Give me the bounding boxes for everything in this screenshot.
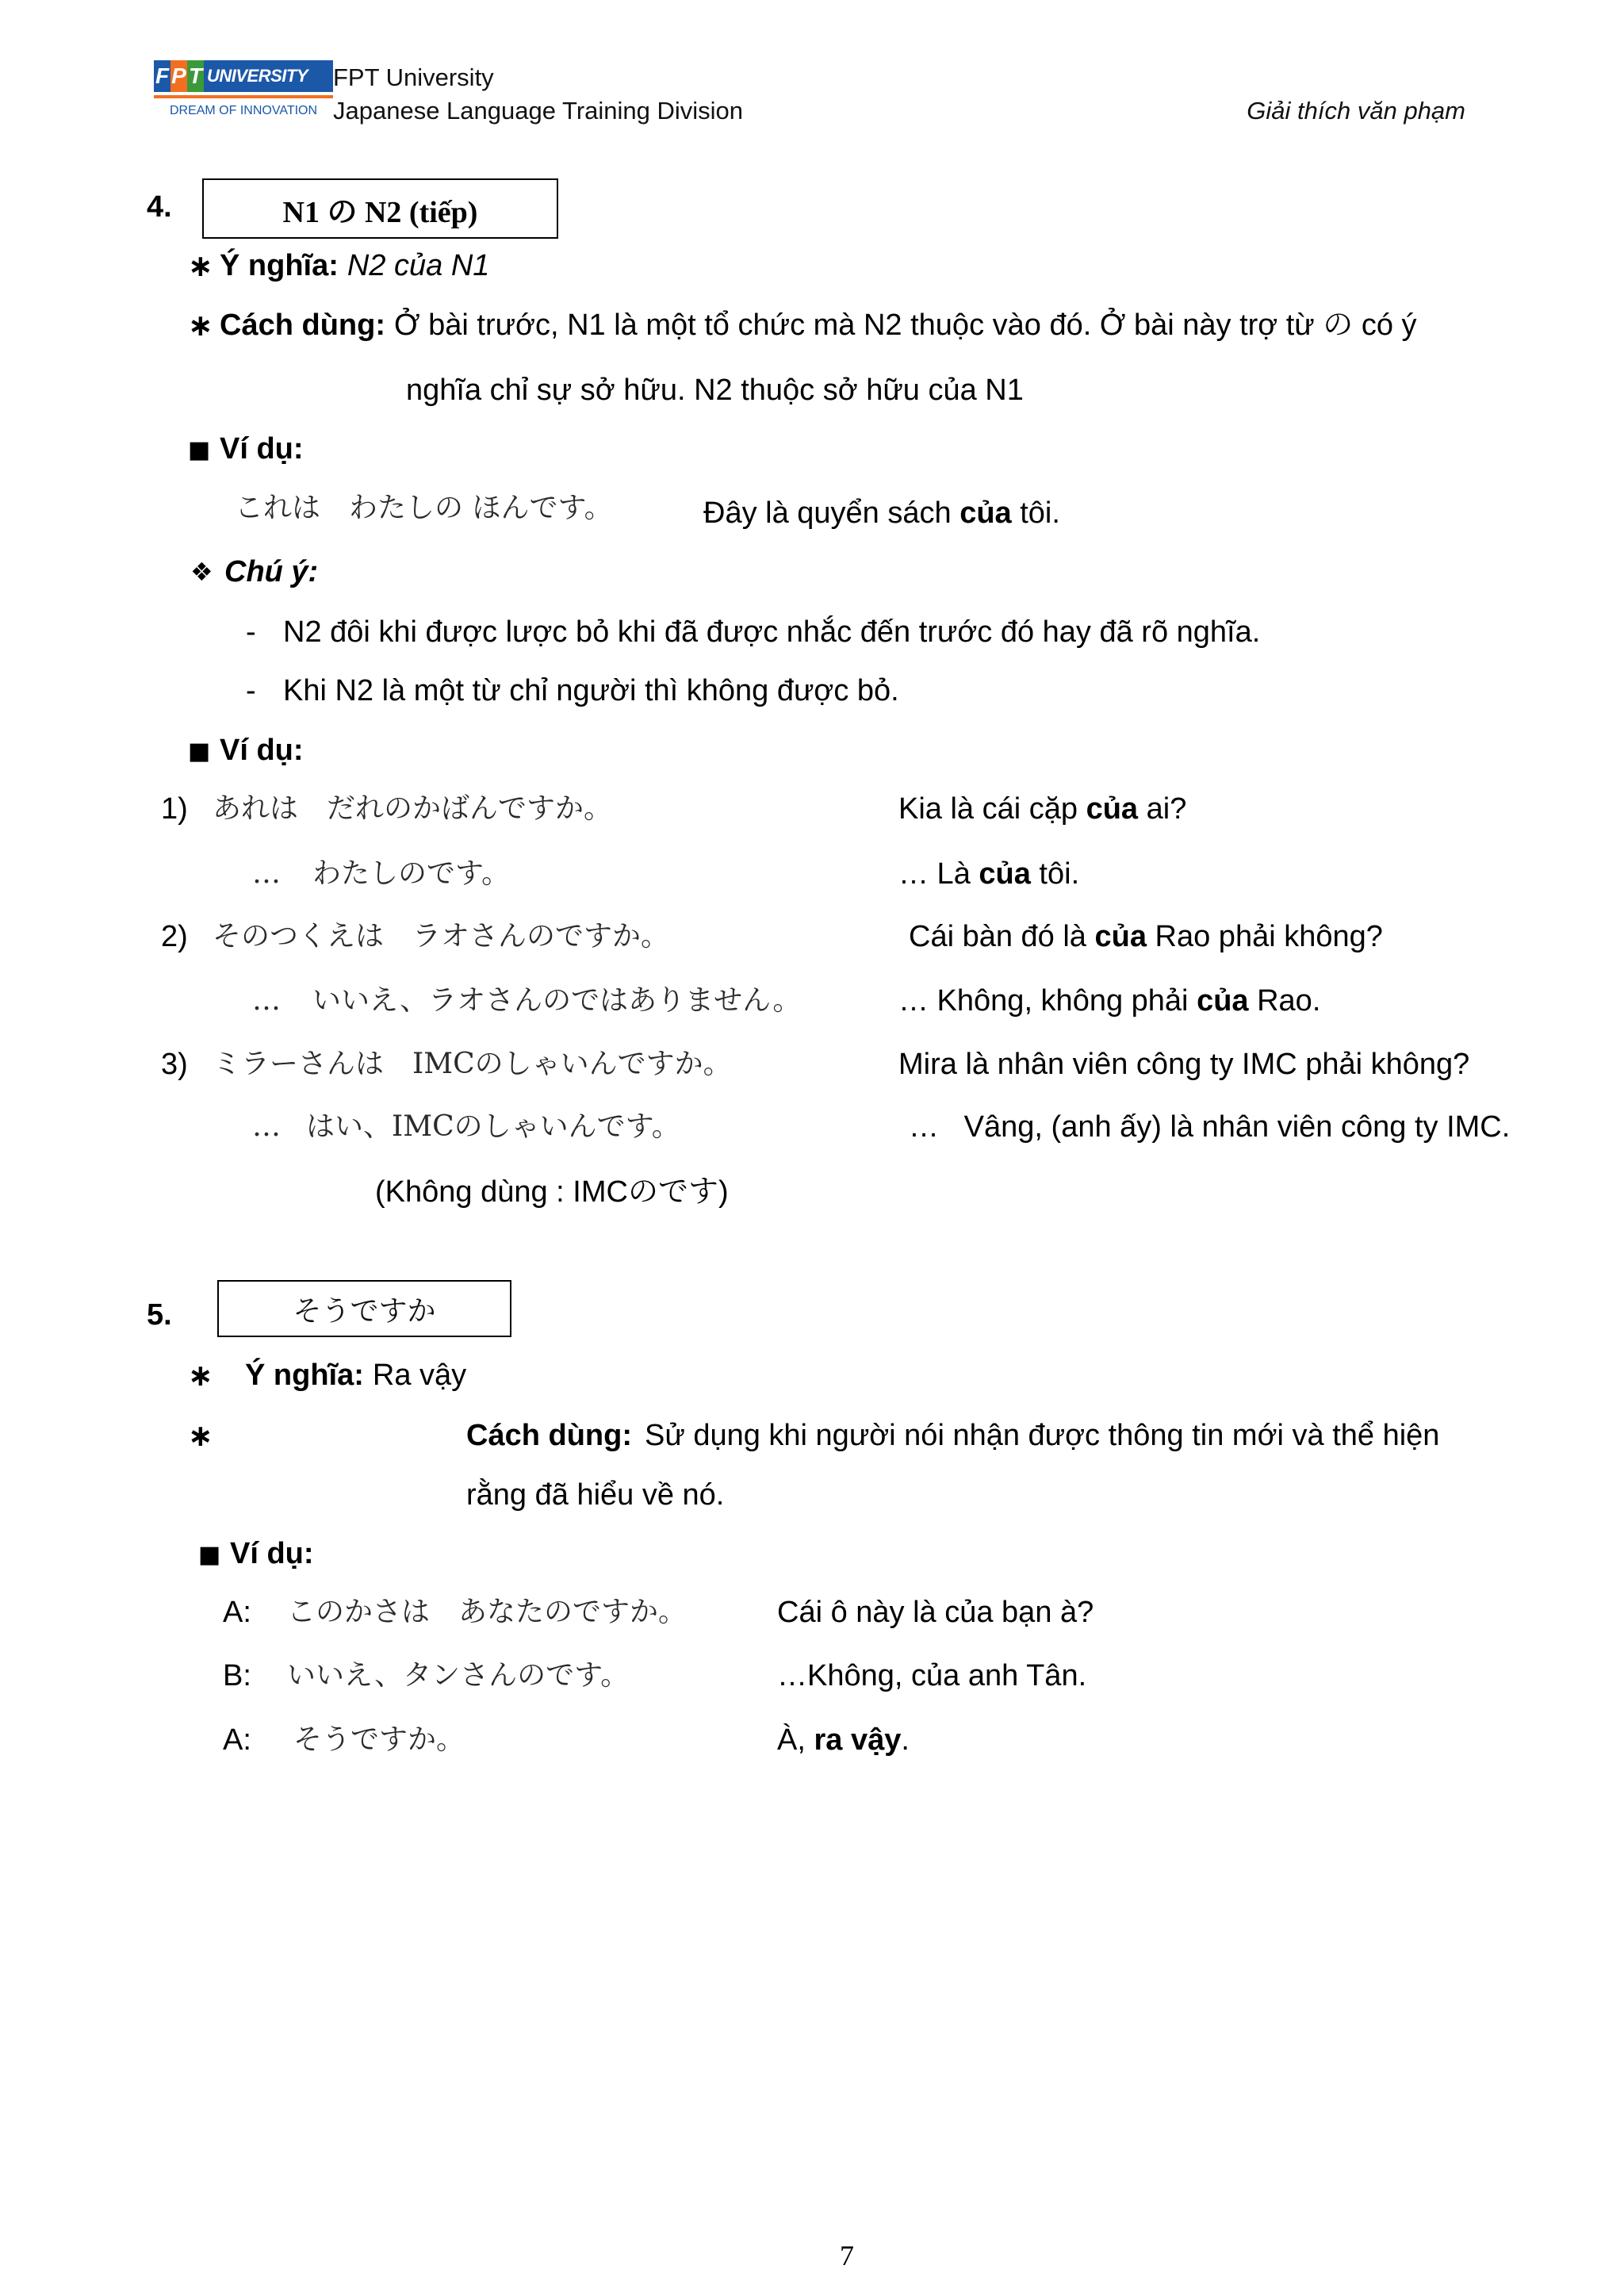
example-answer-vi: [909, 1109, 1510, 1145]
logo-letter-f: F: [154, 60, 170, 92]
section-4-usage-continued: nghĩa chỉ sự sở hữu. N2 thuộc sở hữu của N1: [406, 374, 1024, 407]
vi-bold: ra vậy: [814, 1723, 902, 1757]
dialog-jp: そうですか。: [293, 1723, 465, 1756]
example-question-jp: あれは だれのかばんですか。: [213, 792, 613, 825]
meaning-label: Ý nghĩa:: [220, 249, 339, 282]
example-vi: [703, 495, 1060, 531]
vi-text-end: tôi.: [1030, 857, 1080, 891]
example-answer-jp: わたしのです。: [312, 857, 511, 890]
example-answer-vi: [898, 856, 1079, 892]
asterisk-bullet-icon: ∗: [188, 308, 213, 343]
vi-text: Kia là cái cặp: [898, 792, 1086, 826]
dialog-vi: [777, 1722, 910, 1758]
logo-band: [154, 60, 333, 92]
dialog-jp: いいえ、タンさんのです。: [287, 1659, 630, 1692]
example-vi-bold: của: [959, 496, 1012, 530]
vi-text: …Không, của anh Tân.: [777, 1659, 1087, 1692]
vi-text: … Là: [898, 857, 979, 891]
examples-label: Ví dụ:: [220, 734, 304, 767]
section-5-meaning: [245, 1357, 466, 1393]
usage-label: Cách dùng:: [466, 1419, 632, 1452]
header-doc-title: Giải thích văn phạm: [1247, 97, 1465, 125]
vi-text-end: Rao phải không?: [1146, 920, 1383, 953]
vi-bold: của: [1086, 792, 1139, 826]
dialog-speaker: A:: [223, 1723, 251, 1757]
vi-text: Cái ô này là của bạn à?: [777, 1596, 1094, 1629]
section-4-number: 4.: [147, 190, 172, 224]
vi-text-end: .: [901, 1723, 910, 1757]
example-question-vi: [898, 1046, 1469, 1083]
meaning-text: Ra vậy: [372, 1359, 467, 1392]
asterisk-bullet-icon: ∗: [188, 248, 213, 283]
vi-text: À,: [777, 1723, 814, 1757]
example-label: Ví dụ:: [230, 1537, 314, 1570]
answer-mark: …: [252, 1110, 281, 1143]
example-answer-jp: いいえ、ラオさんのではありません。: [312, 984, 802, 1017]
vi-text-end: Rao.: [1248, 984, 1321, 1018]
example-vi-text: Đây là quyển sách: [703, 496, 960, 530]
dialog-speaker: A:: [223, 1596, 251, 1629]
note-dash: -: [246, 615, 256, 649]
logo-letter-p: P: [170, 60, 187, 92]
vi-text: Cái bàn đó là: [909, 920, 1095, 953]
asterisk-bullet-icon: ∗: [188, 1418, 213, 1453]
vi-text: … Không, không phải: [898, 984, 1197, 1018]
note-item: N2 đôi khi được lược bỏ khi đã được nhắc đến trước đó hay đã rõ nghĩa.: [283, 615, 1261, 649]
logo-tagline: DREAM OF INNOVATION: [169, 104, 318, 117]
section-5-usage: [466, 1417, 1439, 1454]
logo-rule: [154, 95, 333, 98]
section-4-title-box: [202, 178, 558, 239]
usage-text: Sử dụng khi người nói nhận được thông tin mới và thể hiện: [644, 1419, 1440, 1452]
meaning-label: Ý nghĩa:: [245, 1359, 364, 1392]
diamond-bullet-icon: ❖: [190, 557, 213, 587]
square-bullet-icon: ■: [198, 1541, 221, 1569]
example-number: 1): [161, 792, 188, 826]
section-5-number: 5.: [147, 1298, 172, 1332]
usage-label: Cách dùng:: [220, 309, 385, 342]
note-label: Chú ý:: [224, 555, 319, 588]
example-question-jp: そのつくえは ラオさんのですか。: [213, 920, 670, 953]
vi-bold: của: [1197, 984, 1249, 1018]
vi-text: … Vâng, (anh ấy) là nhân viên công ty IMC.: [909, 1110, 1511, 1144]
section-4-usage: [220, 307, 1417, 343]
example-question-vi: [898, 791, 1186, 827]
vi-bold: của: [979, 857, 1031, 891]
example-number: 3): [161, 1048, 188, 1081]
page-number: 7: [840, 2240, 854, 2271]
dialog-jp: このかさは あなたのですか。: [287, 1596, 688, 1628]
not-used-note: (Không dùng : IMCのです): [375, 1175, 729, 1209]
example-answer-jp: はい、IMCのしゃいんです。: [306, 1110, 680, 1143]
example-question-vi: [909, 918, 1383, 955]
note-dash: -: [246, 674, 256, 707]
vi-text: Mira là nhân viên công ty IMC phải không?: [898, 1048, 1470, 1081]
dialog-vi: [777, 1658, 1086, 1694]
header-org: FPT University: [333, 63, 494, 91]
example-jp: これは わたしの ほんです。: [235, 492, 613, 524]
asterisk-bullet-icon: ∗: [188, 1358, 213, 1393]
fpt-university-logo: [154, 59, 333, 128]
vi-text-end: ai?: [1138, 792, 1187, 826]
example-answer-vi: [898, 983, 1320, 1019]
section-5-title-box: [217, 1280, 511, 1337]
square-bullet-icon: ■: [188, 738, 211, 765]
note-item: Khi N2 là một từ chỉ người thì không được bỏ.: [283, 674, 899, 707]
example-number: 2): [161, 920, 188, 953]
logo-letter-t: T: [187, 60, 204, 92]
section-5-usage-continued: rằng đã hiểu về nó.: [466, 1478, 725, 1512]
logo-word: UNIVERSITY: [204, 60, 333, 92]
section-4-meaning: [220, 247, 489, 284]
example-question-jp: ミラーさんは IMCのしゃいんですか。: [213, 1048, 732, 1080]
dialog-speaker: B:: [223, 1659, 251, 1692]
header-division: Japanese Language Training Division: [333, 97, 744, 125]
vi-bold: của: [1094, 920, 1147, 953]
meaning-text: N2 của N1: [347, 249, 490, 282]
answer-mark: …: [252, 984, 281, 1017]
usage-text: Ở bài trước, N1 là một tổ chức mà N2 thuộc vào đó. Ở bài này trợ từ の có ý: [393, 309, 1417, 342]
answer-mark: …: [252, 857, 281, 890]
dialog-vi: [777, 1594, 1094, 1631]
section-5-title: そうですか: [293, 1294, 436, 1328]
square-bullet-icon: ■: [188, 436, 211, 464]
example-vi-text-end: tôi.: [1011, 496, 1060, 530]
example-label: Ví dụ:: [220, 432, 304, 466]
section-4-title: N1 の N2 (tiếp): [282, 195, 478, 229]
